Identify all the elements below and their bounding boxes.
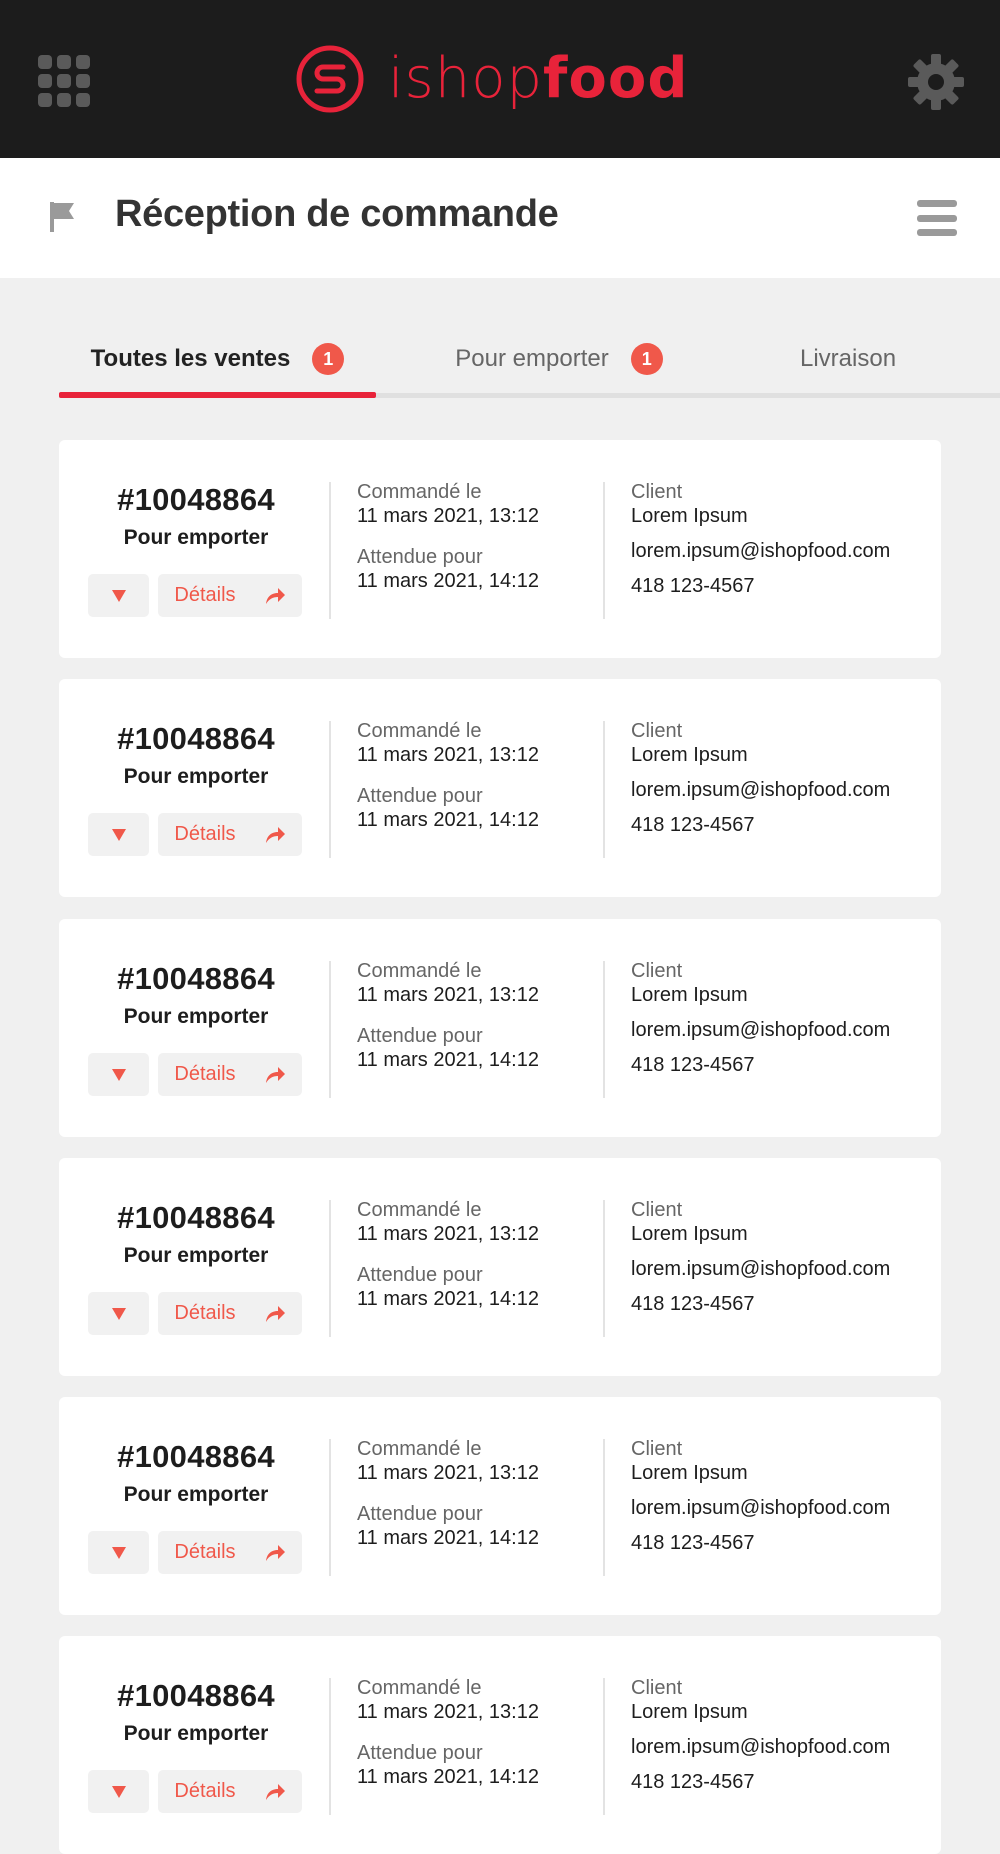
- client-name: Lorem Ipsum: [631, 505, 748, 527]
- expand-button[interactable]: [88, 1292, 149, 1335]
- order-number: #10048864: [117, 721, 275, 756]
- client-name: Lorem Ipsum: [631, 744, 748, 766]
- caret-down-icon: [111, 828, 127, 842]
- column-divider: [603, 1200, 605, 1337]
- details-button[interactable]: [158, 1770, 302, 1813]
- expected-for-label: Attendue pour: [357, 1264, 483, 1286]
- expected-for-label: Attendue pour: [357, 546, 483, 568]
- expected-for-label: Attendue pour: [357, 1025, 483, 1047]
- order-summary: [89, 482, 303, 550]
- order-tabs: [59, 320, 1000, 400]
- ordered-on-label: Commandé le: [357, 720, 482, 742]
- details-label: Détails: [174, 1302, 236, 1324]
- client-email: lorem.ipsum@ishopfood.com: [631, 1258, 891, 1280]
- order-summary: [89, 1439, 303, 1507]
- details-button[interactable]: [158, 1292, 302, 1335]
- column-divider: [329, 961, 331, 1098]
- details-label: Détails: [174, 1063, 236, 1085]
- count-badge: 1: [631, 343, 663, 375]
- page-title: Réception de commande: [115, 193, 559, 235]
- expected-for-label: Attendue pour: [357, 1503, 483, 1525]
- client-email: lorem.ipsum@ishopfood.com: [631, 779, 891, 801]
- client-phone: 418 123-4567: [631, 1054, 755, 1076]
- client-phone: 418 123-4567: [631, 1293, 755, 1315]
- client-info: [631, 959, 931, 1078]
- ordered-on-label: Commandé le: [357, 1199, 482, 1221]
- order-actions: [88, 1053, 302, 1096]
- client-phone: 418 123-4567: [631, 575, 755, 597]
- client-phone: 418 123-4567: [631, 814, 755, 836]
- order-card: [59, 440, 941, 658]
- client-label: Client: [631, 481, 683, 503]
- ordered-on-label: Commandé le: [357, 481, 482, 503]
- client-name: Lorem Ipsum: [631, 1223, 748, 1245]
- order-type: Pour emporter: [123, 1005, 269, 1028]
- count-badge: 1: [312, 343, 344, 375]
- order-dates: [357, 1198, 597, 1312]
- client-label: Client: [631, 960, 683, 982]
- order-actions: [88, 574, 302, 617]
- brand-wordmark: ishopfood: [388, 46, 689, 111]
- expand-button[interactable]: [88, 1770, 149, 1813]
- ordered-on-label: Commandé le: [357, 960, 482, 982]
- order-dates: [357, 1437, 597, 1551]
- tab-label: Pour emporter: [455, 345, 609, 372]
- details-label: Détails: [174, 1780, 236, 1802]
- order-card: [59, 1397, 941, 1615]
- expected-for-value: 11 mars 2021, 14:12: [357, 570, 539, 592]
- caret-down-icon: [111, 1068, 127, 1082]
- details-label: Détails: [174, 1541, 236, 1563]
- order-type: Pour emporter: [123, 1483, 269, 1506]
- ordered-on-label: Commandé le: [357, 1677, 482, 1699]
- client-phone: 418 123-4567: [631, 1532, 755, 1554]
- order-summary: [89, 1678, 303, 1746]
- app-bar: [0, 0, 1000, 158]
- client-name: Lorem Ipsum: [631, 1462, 748, 1484]
- details-button[interactable]: [158, 574, 302, 617]
- client-email: lorem.ipsum@ishopfood.com: [631, 1736, 891, 1758]
- client-email: lorem.ipsum@ishopfood.com: [631, 1497, 891, 1519]
- order-card: [59, 1636, 941, 1854]
- order-actions: [88, 813, 302, 856]
- tab-label: Livraison: [800, 345, 897, 372]
- grid-icon[interactable]: [38, 55, 90, 107]
- order-type: Pour emporter: [123, 1722, 269, 1745]
- details-button[interactable]: [158, 1531, 302, 1574]
- caret-down-icon: [111, 1307, 127, 1321]
- client-info: [631, 480, 931, 599]
- expected-for-value: 11 mars 2021, 14:12: [357, 1288, 539, 1310]
- client-info: [631, 1437, 931, 1556]
- expand-button[interactable]: [88, 813, 149, 856]
- ordered-on-value: 11 mars 2021, 13:12: [357, 1223, 539, 1245]
- share-arrow-icon: [264, 826, 286, 844]
- order-summary: [89, 961, 303, 1029]
- order-dates: [357, 480, 597, 594]
- brand-logo: [294, 42, 688, 116]
- caret-down-icon: [111, 1546, 127, 1560]
- order-type: Pour emporter: [123, 765, 269, 788]
- order-actions: [88, 1770, 302, 1813]
- order-number: #10048864: [117, 961, 275, 996]
- client-label: Client: [631, 720, 683, 742]
- ordered-on-value: 11 mars 2021, 13:12: [357, 505, 539, 527]
- order-actions: [88, 1292, 302, 1335]
- order-summary: [89, 721, 303, 789]
- client-info: [631, 1676, 931, 1795]
- tab-takeout[interactable]: [409, 320, 709, 398]
- share-arrow-icon: [264, 1305, 286, 1323]
- column-divider: [603, 961, 605, 1098]
- client-label: Client: [631, 1199, 683, 1221]
- order-dates: [357, 1676, 597, 1790]
- details-label: Détails: [174, 584, 236, 606]
- expected-for-value: 11 mars 2021, 14:12: [357, 809, 539, 831]
- order-card: [59, 919, 941, 1137]
- order-card: [59, 679, 941, 897]
- flag-icon: [48, 200, 80, 234]
- client-info: [631, 1198, 931, 1317]
- client-email: lorem.ipsum@ishopfood.com: [631, 1019, 891, 1041]
- client-name: Lorem Ipsum: [631, 1701, 748, 1723]
- ordered-on-value: 11 mars 2021, 13:12: [357, 1462, 539, 1484]
- client-info: [631, 719, 931, 838]
- expected-for-label: Attendue pour: [357, 1742, 483, 1764]
- client-label: Client: [631, 1677, 683, 1699]
- ordered-on-value: 11 mars 2021, 13:12: [357, 1701, 539, 1723]
- client-email: lorem.ipsum@ishopfood.com: [631, 540, 891, 562]
- column-divider: [329, 721, 331, 858]
- expand-button[interactable]: [88, 1053, 149, 1096]
- client-phone: 418 123-4567: [631, 1771, 755, 1793]
- order-number: #10048864: [117, 1439, 275, 1474]
- client-name: Lorem Ipsum: [631, 984, 748, 1006]
- share-arrow-icon: [264, 587, 286, 605]
- expected-for-value: 11 mars 2021, 14:12: [357, 1766, 539, 1788]
- column-divider: [603, 1439, 605, 1576]
- order-dates: [357, 959, 597, 1073]
- order-type: Pour emporter: [123, 526, 269, 549]
- expected-for-value: 11 mars 2021, 14:12: [357, 1049, 539, 1071]
- details-button[interactable]: [158, 1053, 302, 1096]
- expected-for-value: 11 mars 2021, 14:12: [357, 1527, 539, 1549]
- ordered-on-value: 11 mars 2021, 13:12: [357, 984, 539, 1006]
- details-label: Détails: [174, 823, 236, 845]
- order-card: [59, 1158, 941, 1376]
- order-number: #10048864: [117, 1200, 275, 1235]
- hamburger-menu-icon[interactable]: [917, 200, 957, 236]
- share-arrow-icon: [264, 1066, 286, 1084]
- order-actions: [88, 1531, 302, 1574]
- client-label: Client: [631, 1438, 683, 1460]
- gear-icon[interactable]: [906, 52, 966, 112]
- column-divider: [603, 721, 605, 858]
- order-summary: [89, 1200, 303, 1268]
- caret-down-icon: [111, 589, 127, 603]
- column-divider: [329, 482, 331, 619]
- order-number: #10048864: [117, 1678, 275, 1713]
- tab-label: Toutes les ventes: [90, 345, 291, 372]
- expand-button[interactable]: [88, 574, 149, 617]
- share-arrow-icon: [264, 1544, 286, 1562]
- share-arrow-icon: [264, 1783, 286, 1801]
- ordered-on-value: 11 mars 2021, 13:12: [357, 744, 539, 766]
- ordered-on-label: Commandé le: [357, 1438, 482, 1460]
- column-divider: [603, 1678, 605, 1815]
- expand-button[interactable]: [88, 1531, 149, 1574]
- tab-delivery[interactable]: [739, 320, 1000, 398]
- column-divider: [329, 1200, 331, 1337]
- logo-mark-icon: [294, 43, 366, 115]
- tab-all-sales[interactable]: [59, 320, 376, 398]
- column-divider: [329, 1439, 331, 1576]
- order-dates: [357, 719, 597, 833]
- column-divider: [329, 1678, 331, 1815]
- caret-down-icon: [111, 1785, 127, 1799]
- order-type: Pour emporter: [123, 1244, 269, 1267]
- details-button[interactable]: [158, 813, 302, 856]
- expected-for-label: Attendue pour: [357, 785, 483, 807]
- column-divider: [603, 482, 605, 619]
- order-number: #10048864: [117, 482, 275, 517]
- page-header: [0, 158, 1000, 278]
